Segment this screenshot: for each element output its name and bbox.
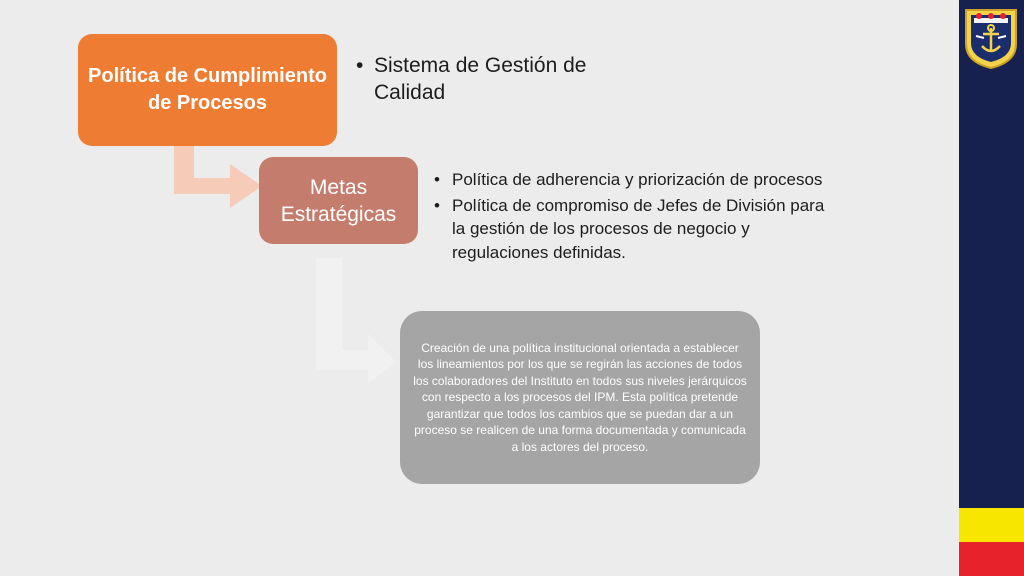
connector-arrow-1 [168,142,268,212]
process-box-politica-cumplimiento [78,34,337,146]
process-box-description [400,311,760,484]
sidebar-band [959,0,1024,576]
box-label: Creación de una política institucional orientada a establecer los lineamientos por los que se regirán las acciones de todos los colaboradores del Instituto en todos sus niveles jerárquicos con respecto a los procesos del IPM. Esta política pretende garantizar que todos los cambios que se puedan dar a un proceso se realicen de una forma documentada y comunicada a los actores del proceso. [413,341,747,454]
bullet-list-1 [352,52,642,106]
box-label: Metas Estratégicas [280,175,397,226]
bullet-item: • Política de compromiso de Jefes de División para la gestión de los procesos de negocio y regulaciones definidas. [430,194,830,265]
bullet-item: • Política de adherencia y priorización de procesos [430,168,830,192]
flag-stripe-yellow [959,508,1024,542]
process-box-metas-estrategicas [259,157,418,244]
connector-arrow-2 [310,258,405,386]
shield-emblem-icon [962,6,1020,70]
bullet-list-2 [430,168,830,266]
bullet-item: • Sistema de Gestión de Calidad [352,52,642,106]
box-label: Política de Cumplimiento de Procesos [88,65,327,114]
flag-stripe-red [959,542,1024,576]
